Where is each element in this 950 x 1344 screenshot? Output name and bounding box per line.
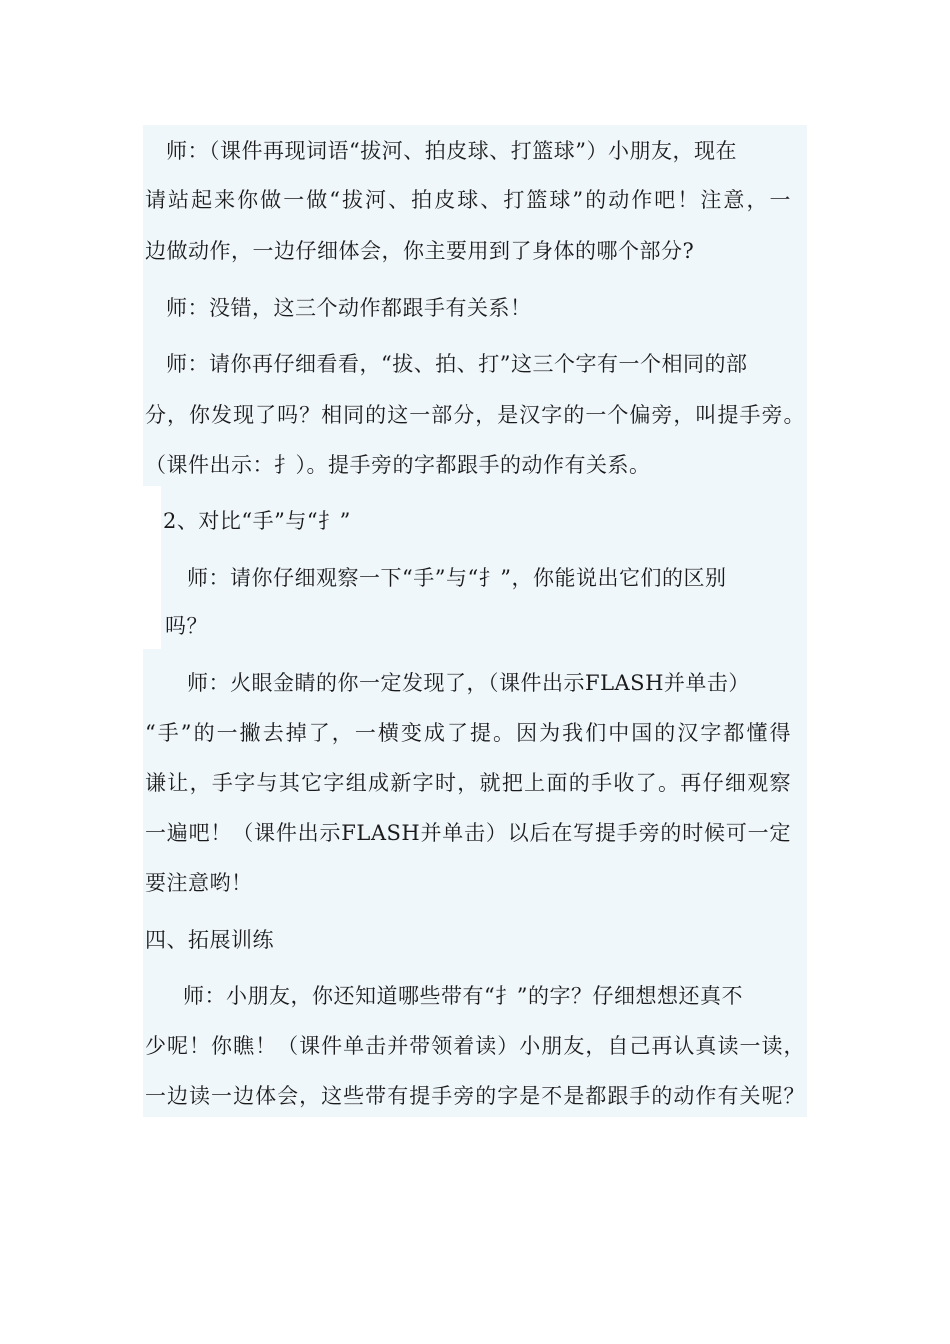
section-heading-compare: 2、对比“手”与“扌”	[163, 509, 351, 533]
paragraph-1-line-2: 请站起来你做一做“拔河、拍皮球、打篮球”的动作吧！注意，一	[145, 188, 791, 212]
paragraph-1-line-3: 边做动作，一边仔细体会，你主要用到了身体的哪个部分?	[145, 239, 695, 263]
paragraph-3-line-2: 分，你发现了吗？相同的这一部分，是汉字的一个偏旁，叫提手旁。	[145, 403, 805, 427]
paragraph-6-line-3: 谦让，手字与其它字组成新字时，就把上面的手收了。再仔细观察	[145, 771, 791, 795]
paragraph-8-line-3: 一边读一边体会，这些带有提手旁的字是不是都跟手的动作有关呢？	[145, 1084, 805, 1108]
paragraph-5-line-2: 吗？	[165, 614, 208, 638]
paragraph-5-line-1: 师：请你仔细观察一下“手”与“扌”，你能说出它们的区别	[187, 566, 727, 590]
paragraph-6-line-5: 要注意哟！	[145, 871, 253, 895]
section-heading-extension: 四、拓展训练	[145, 928, 274, 952]
paragraph-1-line-1: 师：（课件再现词语“拔河、拍皮球、打篮球”）小朋友，现在	[166, 139, 737, 163]
paragraph-3-line-3: （课件出示：扌）。提手旁的字都跟手的动作有关系。	[145, 453, 651, 477]
paragraph-8-line-1: 师：小朋友，你还知道哪些带有“扌”的字？仔细想想还真不	[183, 984, 743, 1008]
paragraph-6-line-1: 师：火眼金睛的你一定发现了，（课件出示FLASH并单击）	[187, 671, 750, 695]
paragraph-6-line-4: 一遍吧！（课件出示FLASH并单击）以后在写提手旁的时候可一定	[145, 821, 791, 845]
paragraph-3-line-1: 师：请你再仔细看看，“拔、拍、打”这三个字有一个相同的部	[166, 352, 748, 376]
paragraph-2-line-1: 师：没错，这三个动作都跟手有关系！	[166, 296, 532, 320]
paragraph-8-line-2: 少呢！你瞧！（课件单击并带领着读）小朋友，自己再认真读一读，	[145, 1034, 805, 1058]
paragraph-6-line-2: “手”的一撇去掉了，一横变成了提。因为我们中国的汉字都懂得	[145, 721, 791, 745]
